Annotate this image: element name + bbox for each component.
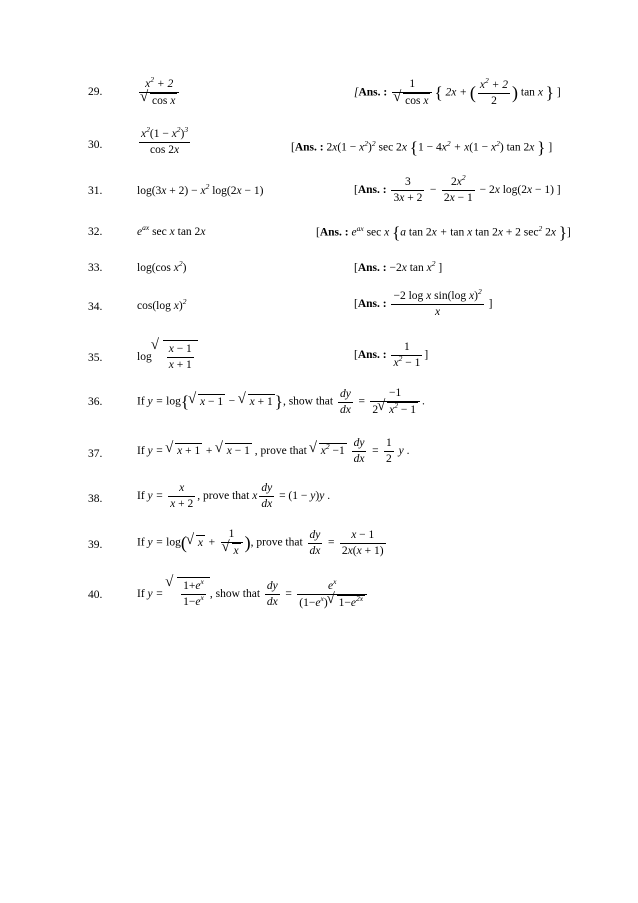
question-expression: cos(log x)$^2$ (137, 297, 187, 312)
problem-number: 29. (88, 86, 103, 98)
question-expression: $\log(3x + 2) - x^2$ log(2x − 1) (137, 182, 264, 197)
answer-expression: [Ans. : $2x(1 - x^2)^2$ sec 2x {$1 - 4x^2 + x(1 - x^2)$ tan 2x } ] (291, 138, 553, 157)
question-expression: $\frac{x^2(1 - x^2)^3}{\cos 2x}$ (141, 125, 189, 156)
answer-expression: [Ans. : −2x $\tan x^2$ ] (354, 259, 443, 274)
problem-number: 32. (88, 226, 103, 238)
problem-number: 39. (88, 539, 103, 551)
question-expression: If y = log(√ x + 1 √ x ), prove that $\frac{dy}{dx}$ = $\frac{x - 1}{2x(x + 1)}$ (137, 527, 388, 559)
question-expression: If y = $\frac{x}{x + 2}$ , prove that x $\frac{dy}{dx}$ = (1 − y)y . (137, 482, 331, 510)
answer-expression: [Ans. : $\frac{1}{x^2 - 1}$ ] (354, 341, 429, 369)
problem-number: 40. (88, 589, 103, 601)
answer-expression: [Ans. : $\frac{3}{3x + 2}$ − $\frac{2x^2}{2x - 1}$ − 2x log(2x − 1) ] (354, 173, 561, 204)
problem-number: 30. (88, 139, 103, 151)
answer-expression: [Ans. : $\frac{-2 \log x \sin(\log x)^2}{x}$ ] (354, 287, 493, 318)
question-expression: If y = √ $\frac{1+e^x}{1-e^x}$ , show that $\frac{dy}{dx}$ = $\frac{e^x}{(1-e^x)√ 1-e^{2x}}$ (137, 577, 369, 611)
question-expression: $x^2 + 2$ √ cos x (137, 77, 181, 109)
problem-number: 36. (88, 396, 103, 408)
question-expression: log(cos $x^2$) (137, 259, 187, 274)
question-expression: $e^{ax}$ sec x tan 2x (137, 223, 206, 238)
problem-number: 38. (88, 493, 103, 505)
question-expression: If y = log{√ x − 1 − √ x + 1 }, show that $\frac{dy}{dx}$ = $\frac{-1}{2√ x^2 - 1}$ . (137, 386, 425, 418)
problem-number: 35. (88, 352, 103, 364)
problem-number: 33. (88, 262, 103, 274)
problem-number: 37. (88, 448, 103, 460)
problem-number: 31. (88, 185, 103, 197)
question-expression: log √ $\frac{x - 1}{x + 1}$ (137, 340, 198, 373)
answer-expression: [Ans. : $e^{ax}$ sec x {a tan 2x + tan x tan 2x + 2 $\sec^2 2x$ }] (316, 223, 571, 242)
answer-expression: [Ans. : 1 √ cos x { 2x + ( $\frac{x^2 + 2}{2}$ ) tan x } ] (354, 77, 561, 109)
problem-number: 34. (88, 301, 103, 313)
question-expression: If y = √ x + 1 + √ x − 1 , prove that √ $x^2 -1$ $\frac{dy}{dx}$ = $\frac{1}{2}$ y . (137, 436, 409, 467)
